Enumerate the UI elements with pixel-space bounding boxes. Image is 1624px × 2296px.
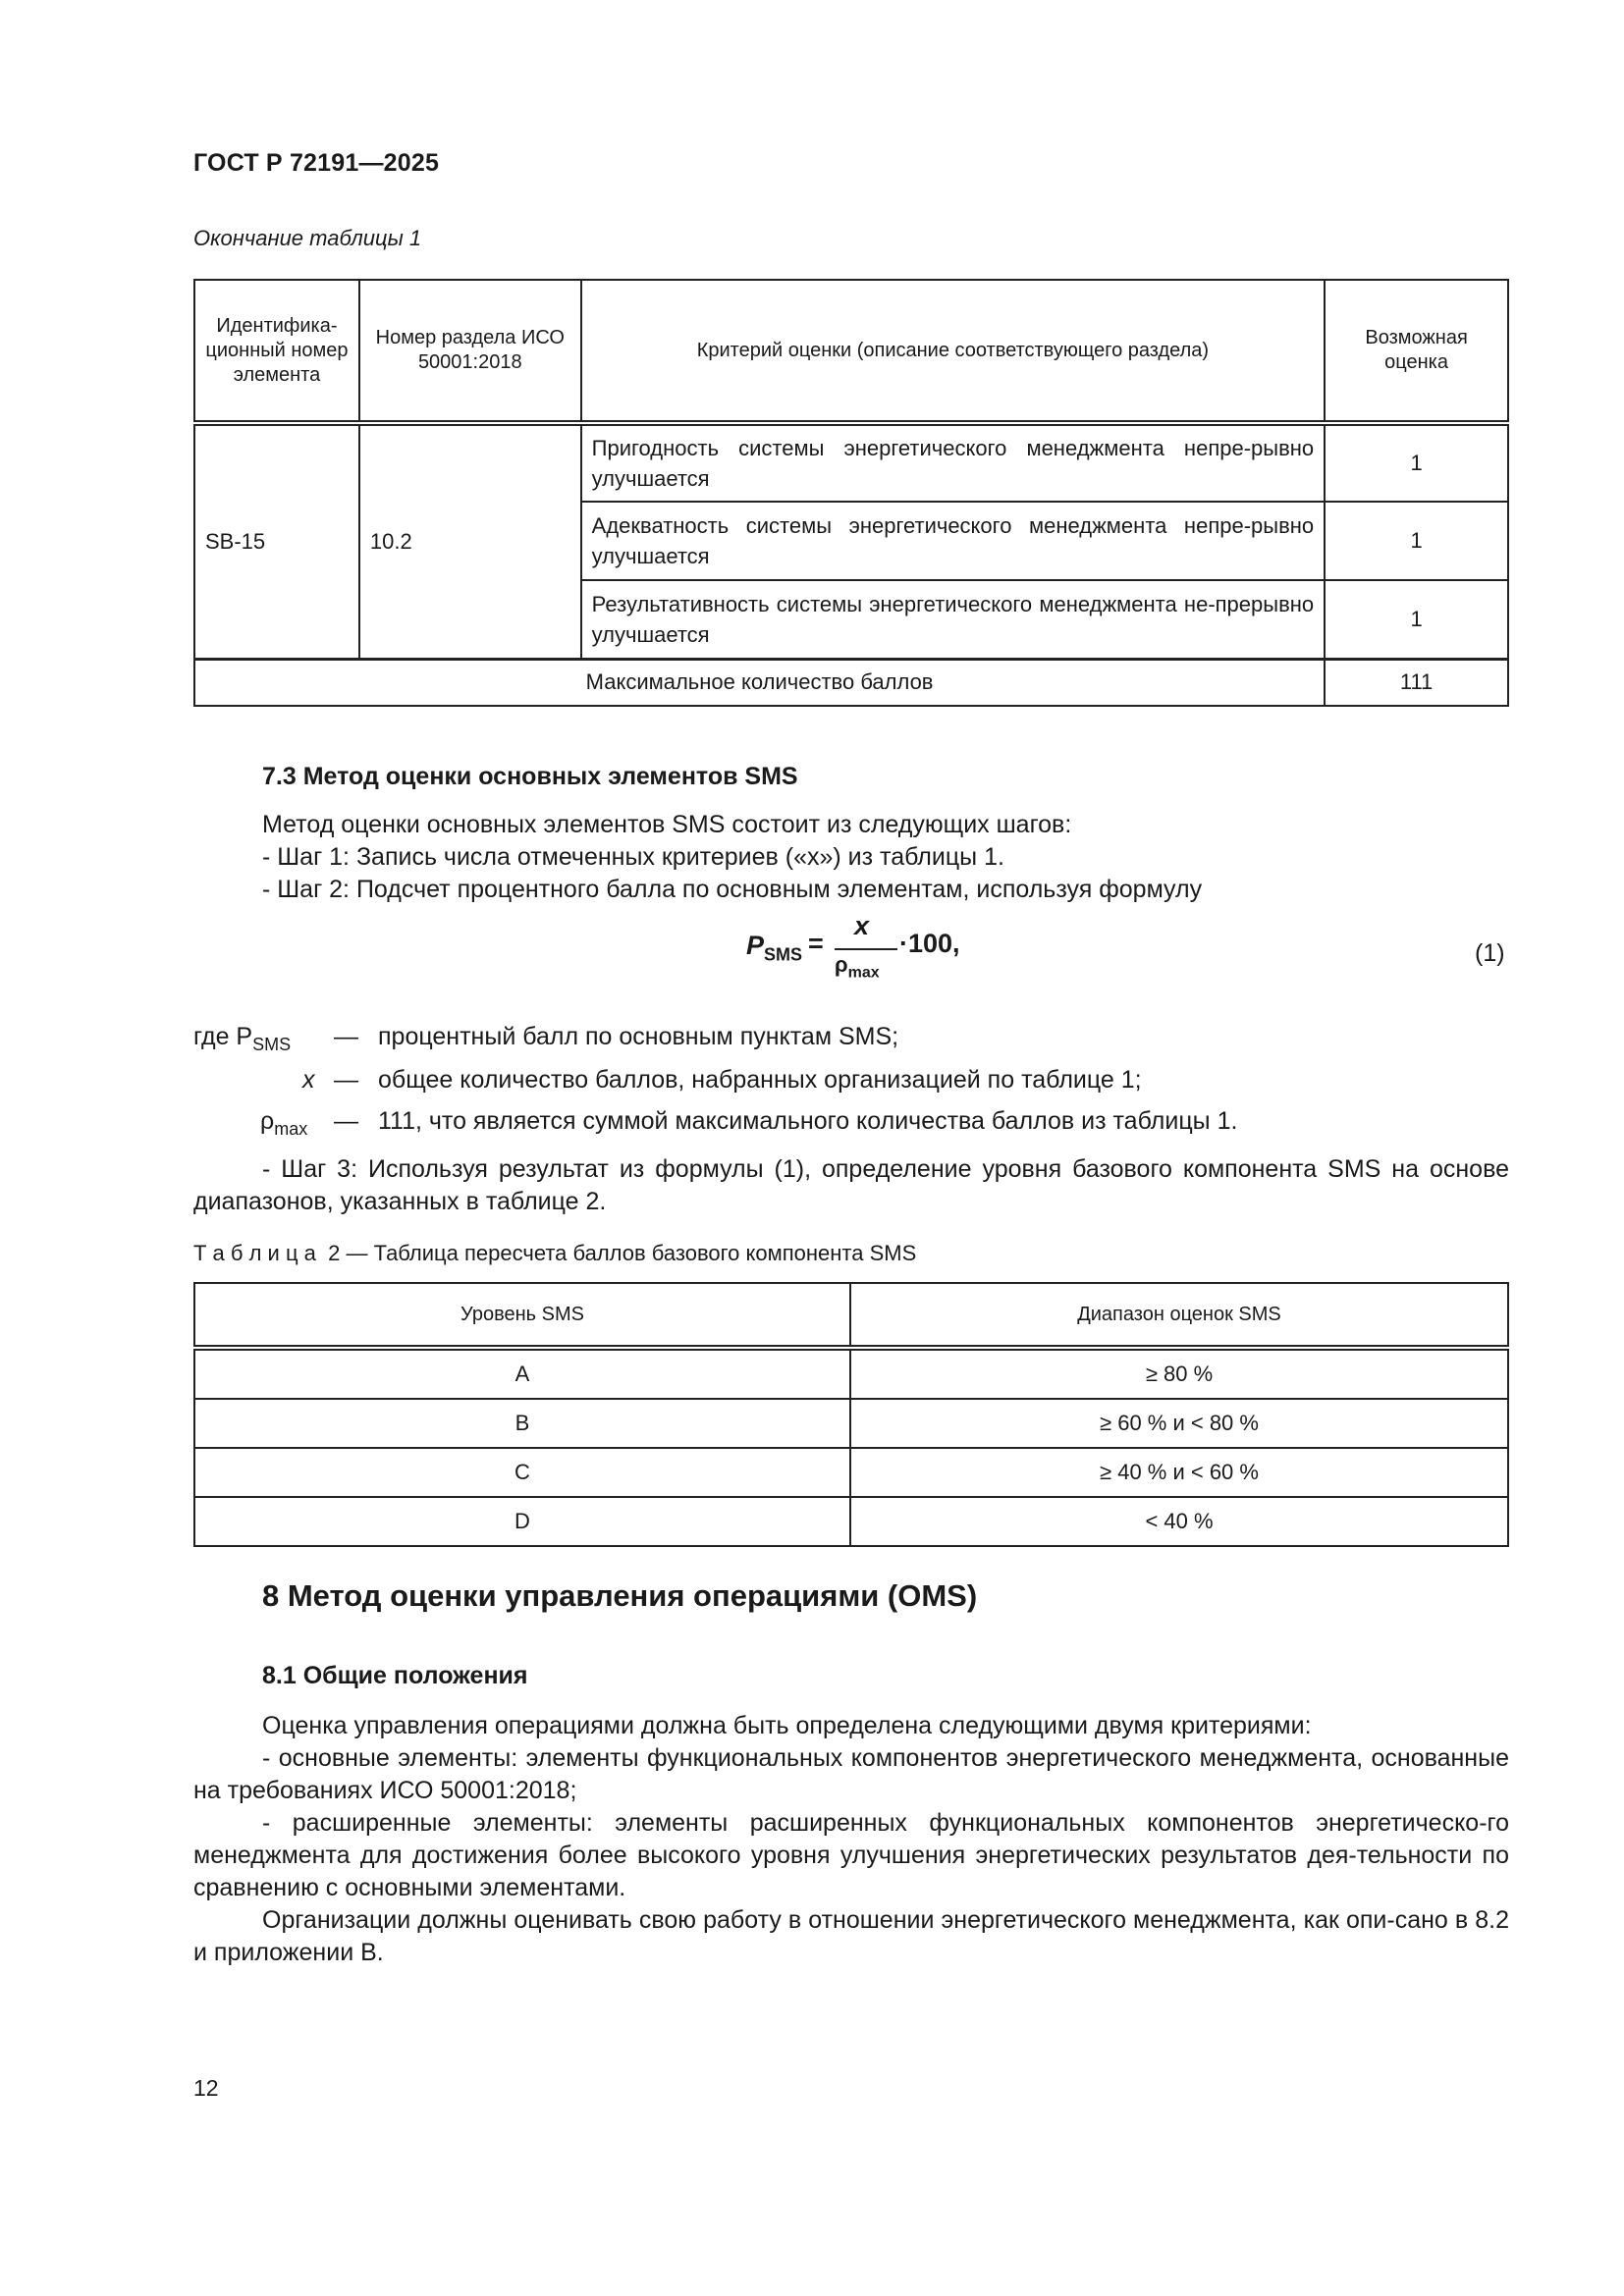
where-text: общее количество баллов, набранных организацией по таблице 1;: [378, 1066, 1142, 1094]
table-row: [194, 1348, 1508, 1399]
table1-header-criterion: Критерий оценки (описание соответствующего раздела): [581, 280, 1326, 423]
table-row: [194, 1399, 1508, 1448]
step-2-text: - Шаг 2: Подсчет процентного балла по основным элементам, используя формулу: [262, 876, 1203, 903]
table1-total-row: [194, 659, 1508, 706]
page-number: 12: [193, 2075, 219, 2101]
range-cell: ≥ 80 %: [850, 1348, 1508, 1399]
document-header: ГОСТ Р 72191—2025: [193, 149, 440, 177]
formula-1: [744, 911, 970, 989]
step-1-text: - Шаг 1: Запись числа отмеченных критериев («x») из таблицы 1.: [262, 843, 1004, 871]
where-dash: —: [334, 1023, 358, 1050]
where-dash: —: [334, 1107, 358, 1135]
range-cell: ≥ 60 % и < 80 %: [850, 1399, 1508, 1448]
section-8-1-title: 8.1 Общие положения: [262, 1662, 528, 1689]
formula-equals: =: [808, 929, 824, 958]
formula-number: (1): [1475, 939, 1505, 967]
where-text: процентный балл по основным пунктам SMS;: [378, 1023, 899, 1050]
where-dash: —: [334, 1066, 358, 1094]
section-7-3-intro: Метод оценки основных элементов SMS состоит из следующих шагов:: [262, 811, 1072, 838]
table2: [193, 1282, 1509, 1547]
table-row: [194, 1448, 1508, 1497]
total-value: 111: [1325, 659, 1508, 706]
section-8-title: 8 Метод оценки управления операциями (OMS): [262, 1578, 978, 1613]
criterion-cell: Адекватность системы энергетического менеджмента непре-рывно улучшается: [581, 502, 1326, 580]
formula-multiplier: ·100,: [899, 929, 960, 958]
formula-denominator: $\rho_{max}$: [835, 952, 880, 982]
section-8-1-paragraph-3: - расширенные элементы: элементы расширенных функциональных компонентов энергетическо-го менеджмента для достижения более высокого уровня улучшения энергетических результатов дея-тельности по сравнению с основными элементами.: [193, 1809, 1509, 1901]
score-cell: 1: [1325, 580, 1508, 659]
table1-caption: Окончание таблицы 1: [193, 226, 422, 250]
element-id-cell: SB-15: [194, 423, 359, 659]
table1-header-section: Номер раздела ИСО 50001:2018: [359, 280, 581, 423]
where-symbol-psms: где $P_{SMS}$: [193, 1023, 292, 1054]
section-number-cell: 10.2: [359, 423, 581, 659]
score-cell: 1: [1325, 502, 1508, 580]
formula-numerator: x: [854, 911, 870, 940]
where-symbol-rho-max: $\rho_{max}$: [260, 1107, 308, 1139]
range-cell: ≥ 40 % и < 60 %: [850, 1448, 1508, 1497]
table2-caption: Т а б л и ц а 2 — Таблица пересчета баллов базового компонента SMS: [193, 1241, 917, 1265]
table1-header-id: Идентифика-ционный номер элемента: [194, 280, 359, 423]
table1-header-score: Возможная оценка: [1325, 280, 1508, 423]
table2-header-level: Уровень SMS: [194, 1283, 850, 1348]
table2-header-range: Диапазон оценок SMS: [850, 1283, 1508, 1348]
step-3-text: - Шаг 3: Используя результат из формулы (1), определение уровня базового компонента SMS на основе диапазонов, указанных в таблице 2.: [193, 1155, 1509, 1215]
section-8-1-paragraph-4: Организации должны оценивать свою работу в отношении энергетического менеджмента, как опи-сано в 8.2 и приложении В.: [193, 1906, 1509, 1966]
table1: [193, 279, 1509, 707]
total-label: Максимальное количество баллов: [194, 659, 1325, 706]
level-cell: A: [194, 1348, 850, 1399]
score-cell: 1: [1325, 423, 1508, 502]
level-cell: B: [194, 1399, 850, 1448]
range-cell: < 40 %: [850, 1497, 1508, 1546]
table-row: [194, 423, 1508, 502]
section-7-3-title: 7.3 Метод оценки основных элементов SMS: [262, 763, 798, 790]
where-text: 111, что является суммой максимального количества баллов из таблицы 1.: [378, 1107, 1238, 1135]
formula-lhs: $P_{SMS}$: [746, 931, 803, 965]
where-symbol-x: x: [302, 1066, 315, 1094]
level-cell: D: [194, 1497, 850, 1546]
criterion-cell: Результативность системы энергетического менеджмента не-прерывно улучшается: [581, 580, 1326, 659]
table-row: [194, 1497, 1508, 1546]
section-8-1-paragraph-2: - основные элементы: элементы функциональных компонентов энергетического менеджмента, основанные на требованиях ИСО 50001:2018;: [193, 1744, 1509, 1804]
criterion-cell: Пригодность системы энергетического менеджмента непре-рывно улучшается: [581, 423, 1326, 502]
fraction-bar: [835, 948, 897, 950]
section-8-1-paragraph-1: Оценка управления операциями должна быть определена следующими двумя критериями:: [262, 1712, 1312, 1739]
level-cell: C: [194, 1448, 850, 1497]
